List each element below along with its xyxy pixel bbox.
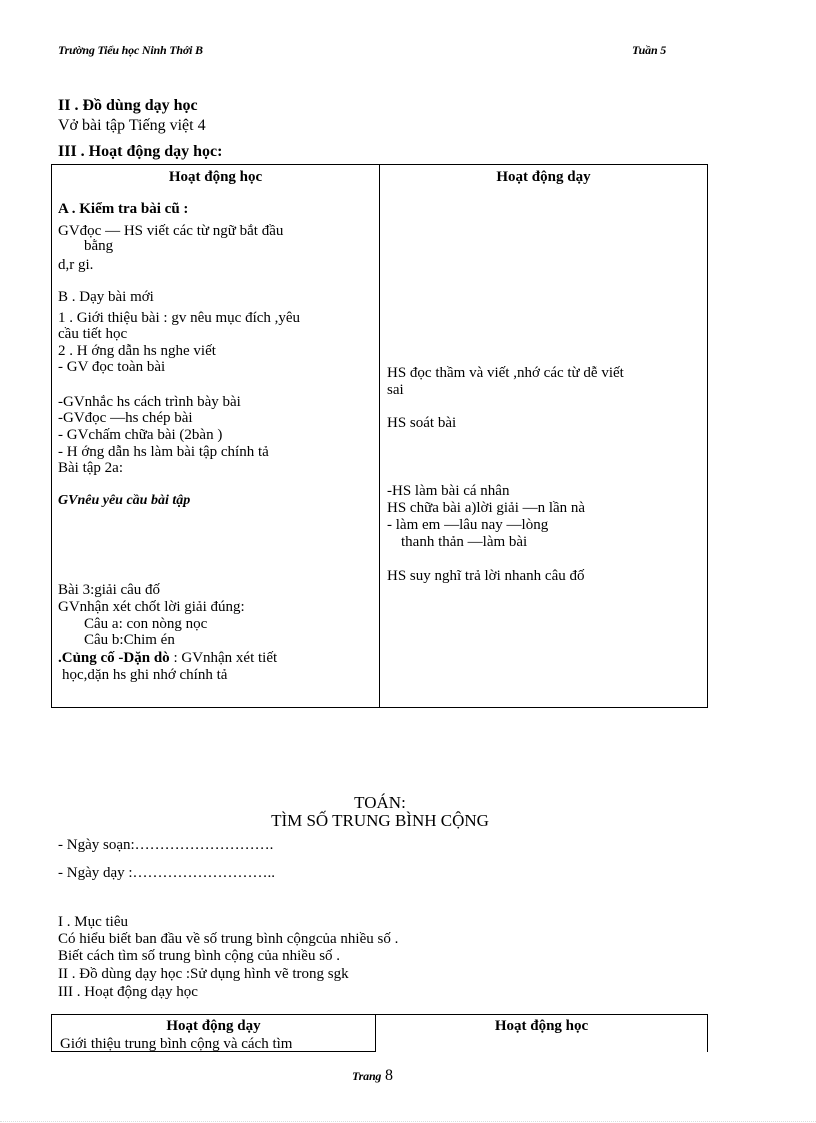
left-text: 1 . Giới thiệu bài : gv nêu mục đích ,yêu — [58, 310, 301, 326]
left-text: 2 . H ớng dẫn hs nghe viết — [58, 343, 216, 359]
right-text: HS chữa bài a)lời giải —n lần nà — [387, 500, 586, 516]
left-text: Bài 3:giải câu đố — [58, 582, 161, 598]
exercise-requirement: GVnêu yêu cầu bài tập — [58, 493, 191, 508]
teach-date: - Ngày dạy :……………………….. — [58, 865, 276, 881]
table2-row1-left: Giới thiệu trung bình cộng và cách tìm — [60, 1036, 293, 1051]
equipment-heading: II . Đồ dùng dạy học — [58, 97, 198, 114]
header-school: Trường Tiểu học Ninh Thới B — [58, 43, 203, 57]
table2-bottom-rule — [51, 1051, 375, 1052]
left-text: Câu a: con nòng nọc — [84, 616, 208, 632]
left-text: - GV đọc toàn bài — [58, 359, 166, 375]
old-lesson-check-label: A . Kiểm tra bài cũ : — [58, 201, 189, 217]
left-text: -GVnhắc hs cách trình bày bài — [58, 394, 241, 410]
equipment-line: II . Đồ dùng dạy học :Sử dụng hình vẽ trong sgk — [58, 966, 349, 982]
page-edge — [0, 1121, 816, 1122]
goal-text: Biết cách tìm số trung bình cộng của nhiều số . — [58, 948, 341, 964]
left-text: - H ớng dẫn hs làm bài tập chính tả — [58, 444, 269, 460]
left-text: Bài tập 2a: — [58, 460, 123, 476]
activity-line: III . Hoạt động dạy học — [58, 984, 198, 1000]
subject-title: TOÁN: — [354, 793, 406, 812]
header-week: Tuần 5 — [632, 43, 667, 57]
prep-date: - Ngày soạn:………………………. — [58, 837, 274, 853]
consolidation-text: : GVnhận xét tiết — [169, 650, 278, 666]
consolidation-line — [58, 650, 277, 666]
lesson-title: TÌM SỐ TRUNG BÌNH CỘNG — [271, 811, 489, 830]
table-col-teaching: Hoạt động dạy — [496, 169, 591, 185]
right-text: sai — [387, 382, 404, 398]
left-text: học,dặn hs ghi nhớ chính tả — [62, 667, 228, 683]
left-text: GVđọc — HS viết các từ ngữ bắt đầu — [58, 223, 284, 239]
activity-heading: III . Hoạt động dạy học: — [58, 143, 223, 160]
table-divider — [379, 164, 380, 708]
left-text: - GVchấm chữa bài (2bàn ) — [58, 427, 223, 443]
left-text: Câu b:Chim én — [84, 632, 175, 648]
right-text: thanh thản —làm bài — [401, 534, 528, 550]
equipment-text: Vở bài tập Tiếng việt 4 — [58, 117, 206, 134]
consolidation-label: .Củng cố -Dặn dò — [58, 650, 170, 666]
page-footer — [352, 1068, 393, 1084]
right-text: -HS làm bài cá nhân — [387, 483, 510, 499]
left-text: d,r gi. — [58, 257, 94, 273]
table-col-learning: Hoạt động học — [168, 169, 263, 185]
right-text: HS suy nghĩ trả lời nhanh câu đố — [387, 568, 585, 584]
page-number: 8 — [384, 1067, 393, 1084]
right-text: HS soát bài — [387, 415, 457, 431]
new-lesson-label: B . Dạy bài mới — [58, 289, 154, 305]
table2-col-learning: Hoạt động học — [494, 1018, 589, 1034]
goal-text: Có hiểu biết ban đầu về số trung bình cộngcủa nhiều số . — [58, 931, 399, 947]
goal-heading: I . Mục tiêu — [58, 914, 128, 930]
left-text: cầu tiết học — [58, 326, 128, 342]
right-text: - làm em —lâu nay —lòng — [387, 517, 549, 533]
right-text: HS đọc thầm và viết ,nhớ các từ dễ viết — [387, 365, 624, 381]
page-label: Trang — [352, 1069, 382, 1083]
left-text: bằng — [84, 238, 114, 254]
table2-col-teaching: Hoạt động dạy — [166, 1018, 261, 1034]
left-text: GVnhận xét chốt lời giải đúng: — [58, 599, 245, 615]
left-text: -GVđọc —hs chép bài — [58, 410, 193, 426]
